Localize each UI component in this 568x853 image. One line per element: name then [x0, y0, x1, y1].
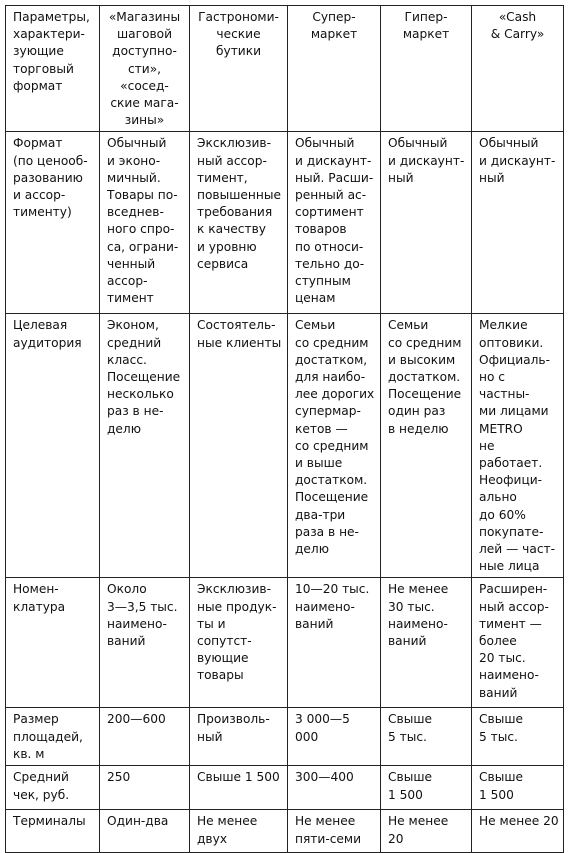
cell-text: Произволь- ный — [197, 712, 270, 744]
header-neighborhood-stores — [100, 6, 190, 132]
cell-text: Свыше 1 500 — [197, 770, 280, 785]
table-cell — [381, 578, 472, 708]
row-label-text: Средний чек, руб. — [13, 770, 70, 802]
table-cell — [190, 708, 288, 766]
row-label — [6, 708, 100, 766]
header-supermarket-text: Супер- маркет — [310, 10, 358, 42]
header-parameters — [6, 6, 100, 132]
cell-text: Семьи со средним достатком, для наибо- лее дорогих супермар- кетов — со средним и выше достатком. Посещение два-три раза в не- делю — [295, 318, 375, 557]
table-row — [6, 810, 564, 853]
header-cash-and-carry — [472, 6, 564, 132]
table-cell — [472, 314, 564, 578]
table-cell — [288, 810, 381, 853]
table-cell — [288, 578, 381, 708]
cell-text: 300—400 — [295, 770, 354, 785]
table-cell — [190, 578, 288, 708]
table-cell — [472, 132, 564, 314]
cell-text: Обычный и эконо- мичный. Товары по- вседнев- ного спро- са, ограни- ченный ассор- тимент — [107, 136, 179, 306]
table-cell — [100, 132, 190, 314]
table-cell — [472, 708, 564, 766]
table-cell — [288, 766, 381, 810]
cell-text: Эксклюзив- ные продук- ты и сопутст- вующие товары — [197, 582, 277, 683]
table-cell — [472, 810, 564, 853]
table-cell — [100, 766, 190, 810]
header-hypermarket-text: Гипер- маркет — [402, 10, 450, 42]
table-cell — [381, 314, 472, 578]
table-cell — [190, 766, 288, 810]
header-parameters-text: Параметры, характери- зующие торговый формат — [13, 10, 90, 93]
cell-text: 3 000—5 000 — [295, 712, 350, 744]
header-gastro-boutiques — [190, 6, 288, 132]
header-hypermarket — [381, 6, 472, 132]
cell-text: Один-два — [107, 814, 169, 829]
table-row — [6, 766, 564, 810]
cell-text: Свыше 5 тыс. — [479, 712, 523, 744]
cell-text: 250 — [107, 770, 131, 785]
cell-text: Эконом, средний класс. Посещение несколько раз в не- делю — [107, 318, 181, 436]
table-cell — [288, 708, 381, 766]
table-cell — [381, 810, 472, 853]
cell-text: Мелкие оптовики. Официаль- но с частны- ми лицами METRO не работает. Неофици- ально до 60% покупате- лей — част- ные лица — [479, 318, 556, 574]
table-row — [6, 578, 564, 708]
row-label — [6, 578, 100, 708]
cell-text: Состоятель- ные клиенты — [197, 318, 282, 350]
table-cell — [288, 132, 381, 314]
row-label-text: Формат (по ценооб- разованию и ассор- тименту) — [13, 136, 88, 220]
row-label-text: Целевая аудитория — [13, 318, 82, 350]
cell-text: Обычный и дискаунт- ный — [388, 136, 465, 185]
row-label — [6, 314, 100, 578]
row-label-text: Размер площадей, кв. м — [13, 712, 83, 761]
row-label-text: Номен- клатура — [13, 582, 66, 614]
cell-text: Около 3—3,5 тыс. наимено- ваний — [107, 582, 178, 649]
header-row — [6, 6, 564, 132]
cell-text: Расширен- ный ассор- тимент — более 20 тыс. наимено- ваний — [479, 582, 549, 700]
table-cell — [472, 766, 564, 810]
table-row — [6, 708, 564, 766]
table-cell — [381, 766, 472, 810]
row-label — [6, 766, 100, 810]
header-supermarket — [288, 6, 381, 132]
header-neighborhood-stores-text: «Магазины шаговой доступно- сти», «сосед- ские мага- зины» — [108, 10, 181, 128]
cell-text: Семьи со средним и высоким достатком. Посещение один раз в неделю — [388, 318, 462, 436]
table-cell — [190, 810, 288, 853]
cell-text: Не менее 30 тыс. наимено- ваний — [388, 582, 449, 649]
cell-text: Не менее двух — [197, 814, 258, 846]
table-cell — [100, 578, 190, 708]
cell-text: Обычный и дискаунт- ный. Расши- ренный ас- сортимент товаров по относи- тельно до- ступным ценам — [295, 136, 374, 306]
table-cell — [190, 314, 288, 578]
table-cell — [288, 314, 381, 578]
table-cell — [472, 578, 564, 708]
row-label — [6, 810, 100, 853]
cell-text: Свыше 5 тыс. — [388, 712, 432, 744]
cell-text: Не менее пяти-семи — [295, 814, 362, 846]
header-cash-and-carry-text: «Cash & Carry» — [490, 10, 545, 42]
table-cell — [381, 708, 472, 766]
cell-text: 200—600 — [107, 712, 166, 727]
table-cell — [100, 314, 190, 578]
cell-text: 10—20 тыс. наимено- ваний — [295, 582, 370, 631]
table-cell — [100, 708, 190, 766]
table-row — [6, 314, 564, 578]
formats-table — [5, 5, 564, 853]
cell-text: Не менее 20 — [479, 814, 559, 829]
table-cell — [190, 132, 288, 314]
cell-text: Свыше 1 500 — [388, 770, 432, 802]
table-row — [6, 132, 564, 314]
cell-text: Не менее 20 — [388, 814, 449, 846]
row-label — [6, 132, 100, 314]
cell-text: Обычный и дискаунт- ный — [479, 136, 556, 185]
cell-text: Эксклюзив- ный ассор- тимент, повышенные требования к качеству и уровню сервиса — [197, 136, 281, 271]
row-label-text: Терминалы — [13, 814, 86, 829]
header-gastro-boutiques-text: Гастрономи- ческие бутики — [198, 10, 279, 59]
table-cell — [100, 810, 190, 853]
table-cell — [381, 132, 472, 314]
cell-text: Свыше 1 500 — [479, 770, 523, 802]
